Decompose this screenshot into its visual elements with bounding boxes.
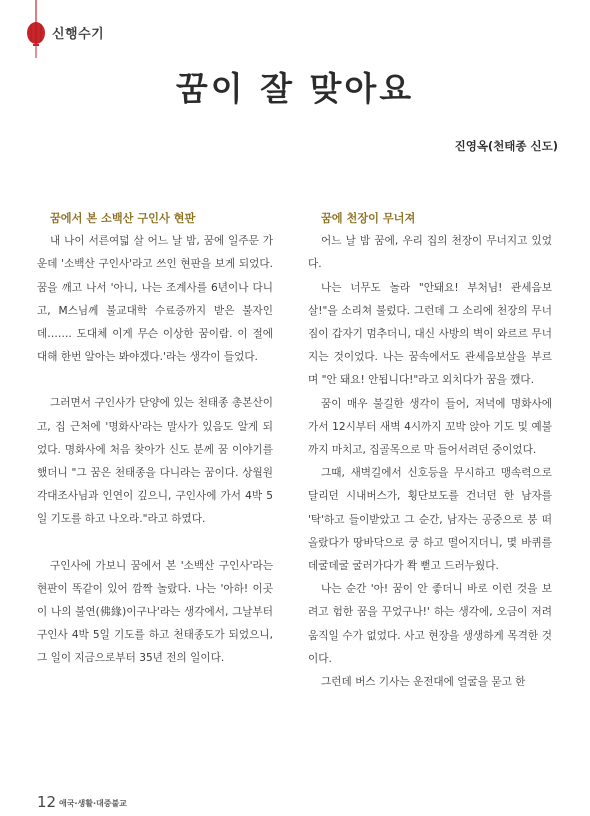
paragraph: 나는 너무도 놀라 "안돼요! 부처님! 관세음보살!"을 소리쳐 불렀다. 그런데 그 소리에 천장의 무너짐이 갑자기 멈추더니, 대신 사방의 벽이 와르르 무너지는 것이었다. 나는 꿈속에서도 관세음보살을 부르며 "안 돼요! 안됩니다!"라고 외치다가 꿈을 깼다. — [308, 281, 552, 387]
paragraph: 내 나이 서른여덟 살 어느 날 밤, 꿈에 일주문 가운데 '소백산 구인사'라고 쓰인 현판을 보게 되었다. 꿈을 깨고 나서 '아니, 나는 조계사를 6년이나 다니고, M스님께 불교대학 수료증까지 받은 불자인데……. 도대체 이게 무슨 이상한 꿈이람. 이 절에 대해 한번 알아는 봐야겠다.'라는 생각이 들었다. — [37, 235, 273, 364]
paragraph: 그러면서 구인사가 단양에 있는 천태종 총본산이고, 집 근처에 '명화사'라는 말사가 있음도 알게 되었다. 명화사에 처음 찾아가 신도 분께 꿈 이야기를 했더니 "그 꿈은 천태종을 다니라는 꿈이다. 상월원각대조사님과 인연이 깊으니, 구인사에 가서 4박 5일 기도를 하고 나오라."라고 하였다. — [37, 397, 273, 526]
right-subhead: 꿈에 천장이 무너져 — [321, 212, 416, 225]
paragraph: 꿈이 매우 불길한 생각이 들어, 저녁에 명화사에 가서 12시부터 새벽 4시까지 꼬박 앉아 기도 및 예불까지 마치고, 집골목으로 막 들어서려던 중이었다. — [308, 397, 552, 457]
paragraph: 어느 날 밤 꿈에, 우리 집의 천장이 무너지고 있었다. — [308, 235, 552, 271]
paragraph: 그때, 새벽길에서 신호등을 무시하고 맹속력으로 달리던 시내버스가, 횡단보도를 건너던 한 남자를 '탁'하고 들이받았고 그 순간, 남자는 공중으로 붕 떠올랐다가 땅바닥으로 쿵 하고 떨어지더니, 몇 바퀴를 데굴데굴 굴러가다가 쫙 뻗고 드러누웠다. — [308, 467, 552, 573]
left-subhead: 꿈에서 본 소백산 구인사 현판 — [50, 212, 196, 225]
paragraph-gap — [37, 532, 273, 555]
page-number: 12 — [37, 793, 57, 811]
left-column — [37, 207, 273, 671]
article-title: 꿈이 잘 맞아요 — [175, 69, 415, 108]
lantern-icon — [26, 0, 46, 60]
right-column — [308, 207, 552, 694]
section-label: 신행수기 — [52, 27, 105, 42]
magazine-name: 애국·생활·대중불교 — [59, 799, 127, 808]
paragraph: 구인사에 가보니 꿈에서 본 '소백산 구인사'라는 현판이 똑같이 있어 깜짝 놀랐다. 나는 '아하! 이곳이 나의 불연(佛緣)이구나'라는 생각에서, 그날부터 구인사 4박 5일 기도를 하고 천태종도가 되었으니, 그 일이 지금으로부터 35년 전의 일이다. — [37, 559, 273, 665]
article-author: 진영옥(천태종 신도) — [454, 139, 558, 153]
paragraph: 나는 순간 '아! 꿈이 안 좋더니 바로 이런 것을 보려고 험한 꿈을 꾸었구나!' 하는 생각에, 오금이 저려 움직일 수가 없었다. 사고 현장을 생생하게 목격한 것이다. — [308, 583, 552, 665]
paragraph: 그런데 버스 기사는 운전대에 얼굴을 묻고 한 — [321, 676, 526, 689]
paragraph-gap — [37, 369, 273, 392]
